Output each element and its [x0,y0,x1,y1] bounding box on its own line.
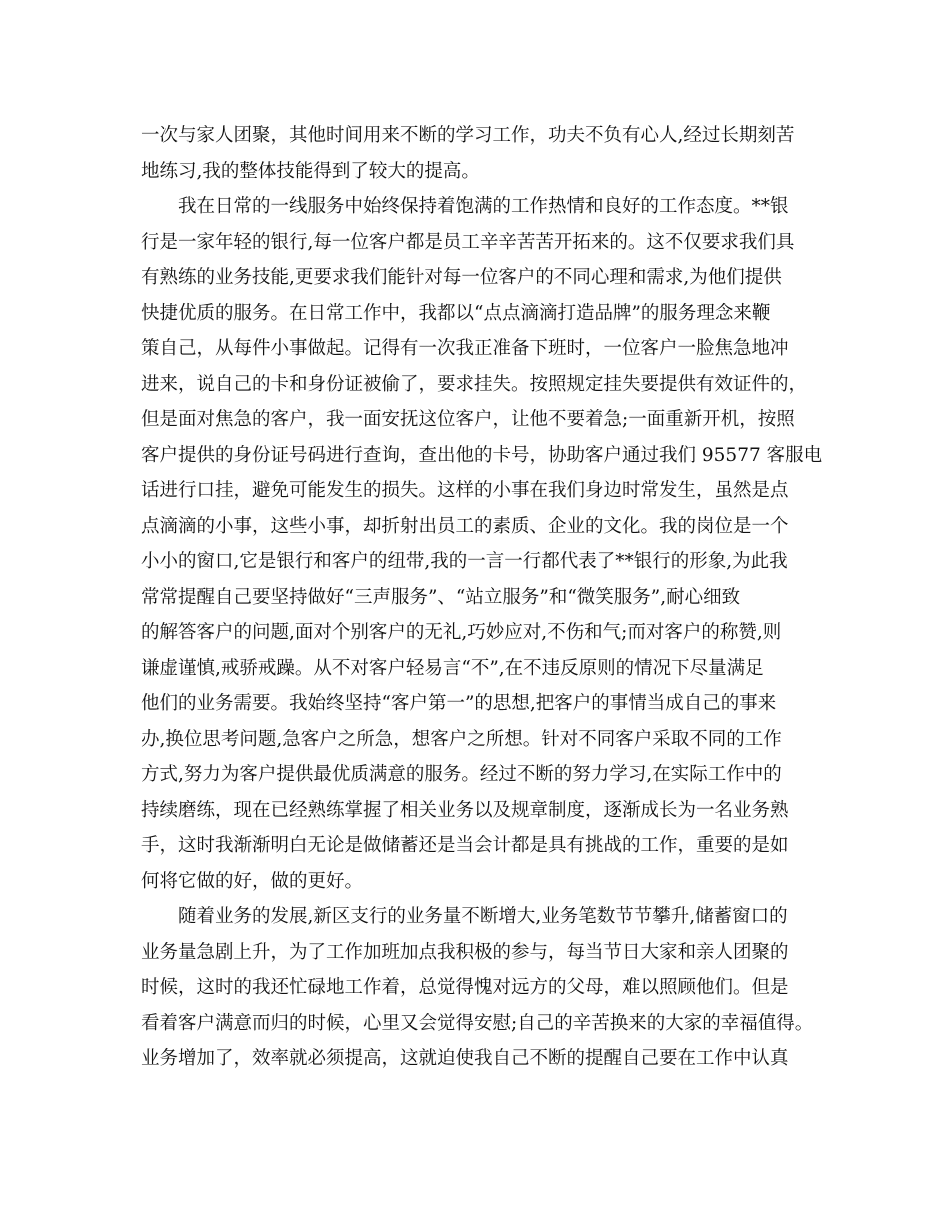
text-line: 方式,努力为客户提供最优质满意的服务。经过不断的努力学习,在实际工作中的 [141,764,782,785]
text-line: 进来，说自己的卡和身份证被偷了，要求挂失。按照规定挂失要提供有效证件的， [141,373,808,395]
text-line: 何将它做的好，做的更好。 [141,870,364,892]
body-text [141,118,823,1077]
text-line: 话进行口挂，避免可能发生的损失。这样的小事在我们身边时常发生，虽然是点 [141,480,789,501]
text-line: 点滴滴的小事，这些小事，却折射出员工的素质、企业的文化。我的岗位是一个 [141,515,789,537]
text-line: 看着客户满意而归的时候，心里又会觉得安慰;自己的辛苦换来的大家的幸福值得。 [141,1012,814,1034]
text-line: 有熟练的业务技能,更要求我们能针对每一位客户的不同心理和需求,为他们提供 [141,267,782,288]
paragraph-start-line: 随着业务的发展,新区支行的业务量不断增大,业务笔数节节攀升,储蓄窗口的 [178,906,788,927]
text-line: 谦虚谨慎,戒骄戒躁。从不对客户轻易言“不”,在不违反原则的情况下尽量满足 [141,657,764,679]
text-line: 常常提醒自己要坚持做好“三声服务”、“站立服务”和“微笑服务”,耐心细致 [141,586,741,608]
text-line: 业务增加了，效率就必须提高，这就迫使我自己不断的提醒自己要在工作中认真 [141,1048,789,1069]
text-line: 办,换位思考问题,急客户之所急，想客户之所想。针对不同客户采取不同的工作 [141,728,782,750]
text-line: 持续磨练，现在已经熟练掌握了相关业务以及规章制度，逐渐成长为一名业务熟 [141,799,789,821]
text-line: 的解答客户的问题,面对个别客户的无礼,巧妙应对,不伤和气;而对客户的称赞,则 [141,622,782,643]
text-line: 策自己，从每件小事做起。记得有一次我正准备下班时，一位客户一脸焦急地冲 [141,338,789,359]
text-line: 业务量急剧上升，为了工作加班加点我积极的参与，每当节日大家和亲人团聚的 [141,941,789,963]
text-line: 时候，这时的我还忙碌地工作着，总觉得愧对远方的父母，难以照顾他们。但是 [141,977,789,998]
paragraph-start-line: 我在日常的一线服务中始终保持着饱满的工作热情和良好的工作态度。**银 [178,196,789,217]
text-line: 但是面对焦急的客户，我一面安抚这位客户，让他不要着急;一面重新开机，按照 [141,409,795,430]
text-line: 快捷优质的服务。在日常工作中，我都以“点点滴滴打造品牌”的服务理念来鞭 [141,302,771,324]
text-line: 小小的窗口,它是银行和客户的纽带,我的一言一行都代表了**银行的形象,为此我 [141,551,788,572]
text-line: 一次与家人团聚，其他时间用来不断的学习工作，功夫不负有心人,经过长期刻苦 [141,125,795,146]
text-line: 他们的业务需要。我始终坚持“客户第一”的思想,把客户的事情当成自己的事来 [141,693,777,714]
text-line: 行是一家年轻的银行,每一位客户都是员工辛辛苦苦开拓来的。这不仅要求我们具 [141,231,795,253]
text-line: 地练习,我的整体技能得到了较大的提高。 [141,160,480,182]
text-line: 手，这时我渐渐明白无论是做储蓄还是当会计都是具有挑战的工作，重要的是如 [141,835,789,856]
text-line: 客户提供的身份证号码进行查询，查出他的卡号，协助客户通过我们 95577 客服电 [141,444,823,466]
